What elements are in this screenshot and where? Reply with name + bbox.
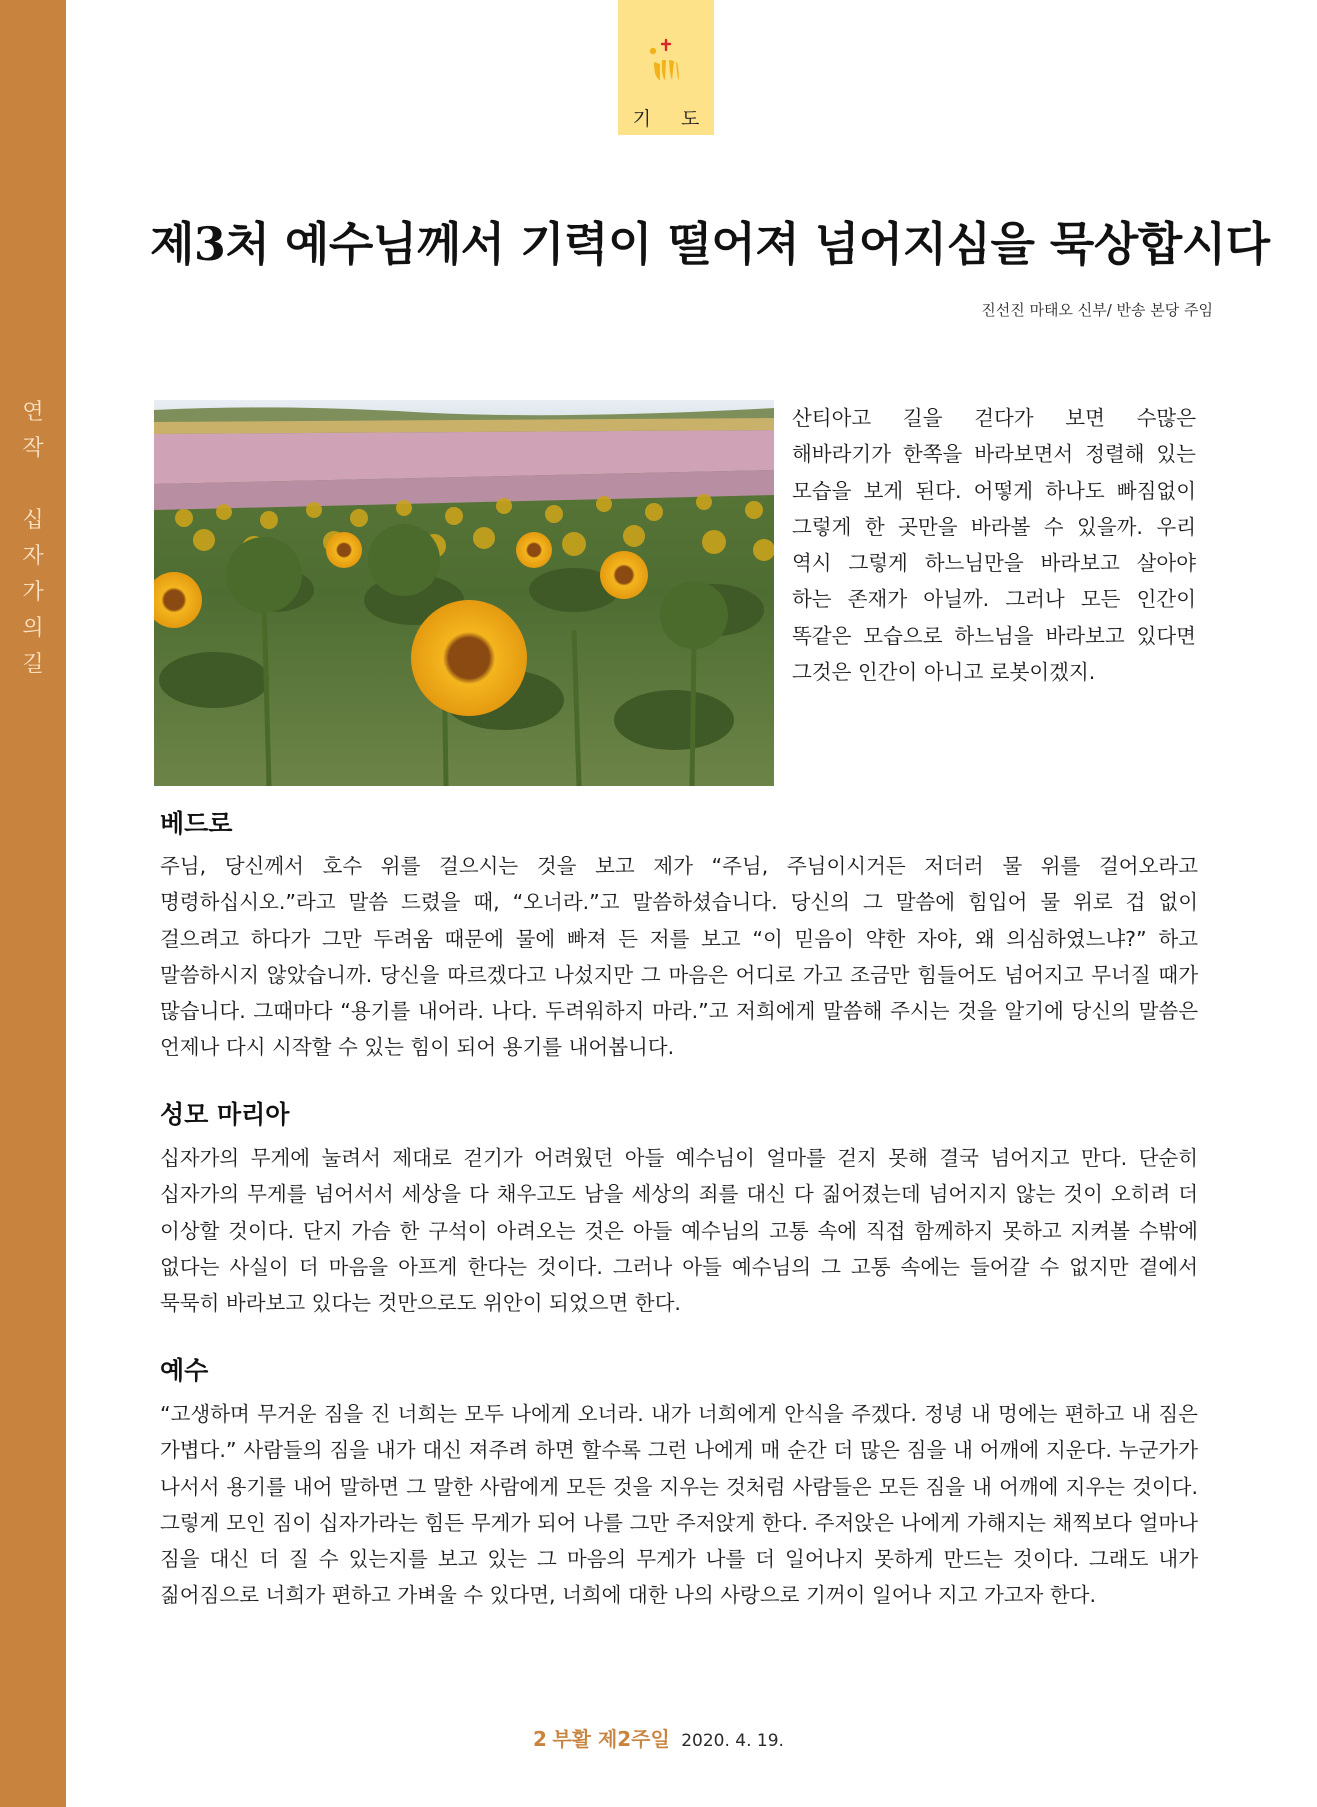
page-number: 2 (533, 1727, 547, 1751)
article-title: 제3처 예수님께서 기력이 떨어져 넘어지심을 묵상합시다 (150, 217, 1270, 271)
issue-date: 2020. 4. 19. (681, 1731, 784, 1751)
sidebar-char: 연 (22, 400, 44, 425)
section-body-peter: 주님, 당신께서 호수 위를 걸으시는 것을 보고 제가 “주님, 주님이시거든 저더러 물 위를 걸어오라고 명령하십시오.”라고 말씀 드렸을 때, “오너라.”고 말씀하셨습니다. 당신의 그 말씀에 힘입어 물 위로 겁 없이 걸으려고 하다가 그만 두려움 때문에 물에 빠져 든 저를 보고 “이 믿음이 약한 자야, 왜 의심하였느냐?” 하고 말씀하시지 않았습니까. 당신을 따르겠다고 나섰지만 그 마음은 어디로 가고 조금만 힘들어도 넘어지고 무너질 때가 많습니다. 그때마다 “용기를 내어라. 나다. 두려워하지 마라.”고 저희에게 말씀해 주시는 것을 알기에 당신의 말씀은 언제나 다시 시작할 수 있는 힘이 되어 용기를 내어봅니다. (160, 854, 1198, 1060)
section-title-jesus: 예수 (160, 1356, 209, 1385)
section-body-jesus: “고생하며 무거운 짐을 진 너희는 모두 나에게 오너라. 내가 너희에게 안식을 주겠다. 정녕 내 멍에는 편하고 내 짐은 가볍다.” 사람들의 짐을 내가 대신 져주려 하면 할수록 그런 나에게 매 순간 더 많은 짐을 내 어깨에 지운다. 누군가가 나서서 용기를 내어 말하면 그 말한 사람에게 모든 것을 지우는 것처럼 사람들은 모든 짐을 내 어깨에 지우는 것이다. 그렇게 모인 짐이 십자가라는 힘든 무게가 되어 나를 그만 주저앉게 한다. 주저앉은 나에게 가해지는 채찍보다 얼마나 짐을 대신 더 질 수 있는지를 보고 있는 그 마음의 무게가 나를 더 일어나지 못하게 만드는 것이다. 그래도 내가 짊어짐으로 너희가 편하고 가벼울 수 있다면, 너희에 대한 나의 사랑으로 기꺼이 일어나 지고 가고자 한다. (160, 1402, 1198, 1608)
section-title-peter: 베드로 (160, 809, 233, 838)
page-footer (0, 1723, 1317, 1752)
liturgical-day: 부활 제2주일 (552, 1727, 670, 1751)
section-title-mary: 성모 마리아 (160, 1100, 290, 1129)
sidebar-stripe (0, 0, 66, 1807)
section-body-mary: 십자가의 무게에 눌려서 제대로 걷기가 어려웠던 아들 예수님이 얼마를 걷지 못해 결국 넘어지고 만다. 단순히 십자가의 무게를 넘어서서 세상을 다 채우고도 남을 세상의 죄를 대신 다 짊어졌는데 넘어지지 않는 것이 오히려 더 이상할 것이다. 단지 가슴 한 구석이 아려오는 것은 아들 예수님의 고통 속에 직접 함께하지 못하고 지켜볼 수밖에 없다는 사실이 더 마음을 아프게 한다는 것이다. 그러나 아들 예수님의 그 고통 속에는 들어갈 수 없지만 곁에서 묵묵히 바라보고 있다는 것만으로도 위안이 되었으면 한다. (160, 1146, 1198, 1316)
sidebar-char: 의 (22, 616, 44, 641)
author-byline: 진선진 마태오 신부/ 반송 본당 주임 (981, 301, 1213, 319)
sidebar-char: 자 (22, 544, 44, 569)
sunflower-field-photo (154, 400, 774, 786)
prayer-tab (618, 0, 714, 135)
praying-hands-cross-icon (644, 38, 688, 86)
tab-label: 기 도 (632, 108, 712, 130)
sidebar-char: 가 (22, 580, 44, 605)
sidebar-char: 십 (22, 508, 44, 533)
sidebar-series-label (0, 395, 66, 683)
sidebar-char: 길 (22, 652, 44, 677)
intro-paragraph: 산티아고 길을 걷다가 보면 수많은 해바라기가 한쪽을 바라보면서 정렬해 있는 모습을 보게 된다. 어떻게 하나도 빠짐없이 그렇게 한 곳만을 바라볼 수 있을까. 우리 역시 그렇게 하느님만을 바라보고 살아야 하는 존재가 아닐까. 그러나 모든 인간이 똑같은 모습으로 하느님을 바라보고 있다면 그것은 인간이 아니고 로봇이겠지. (792, 406, 1196, 685)
sidebar-char: 작 (22, 436, 44, 461)
